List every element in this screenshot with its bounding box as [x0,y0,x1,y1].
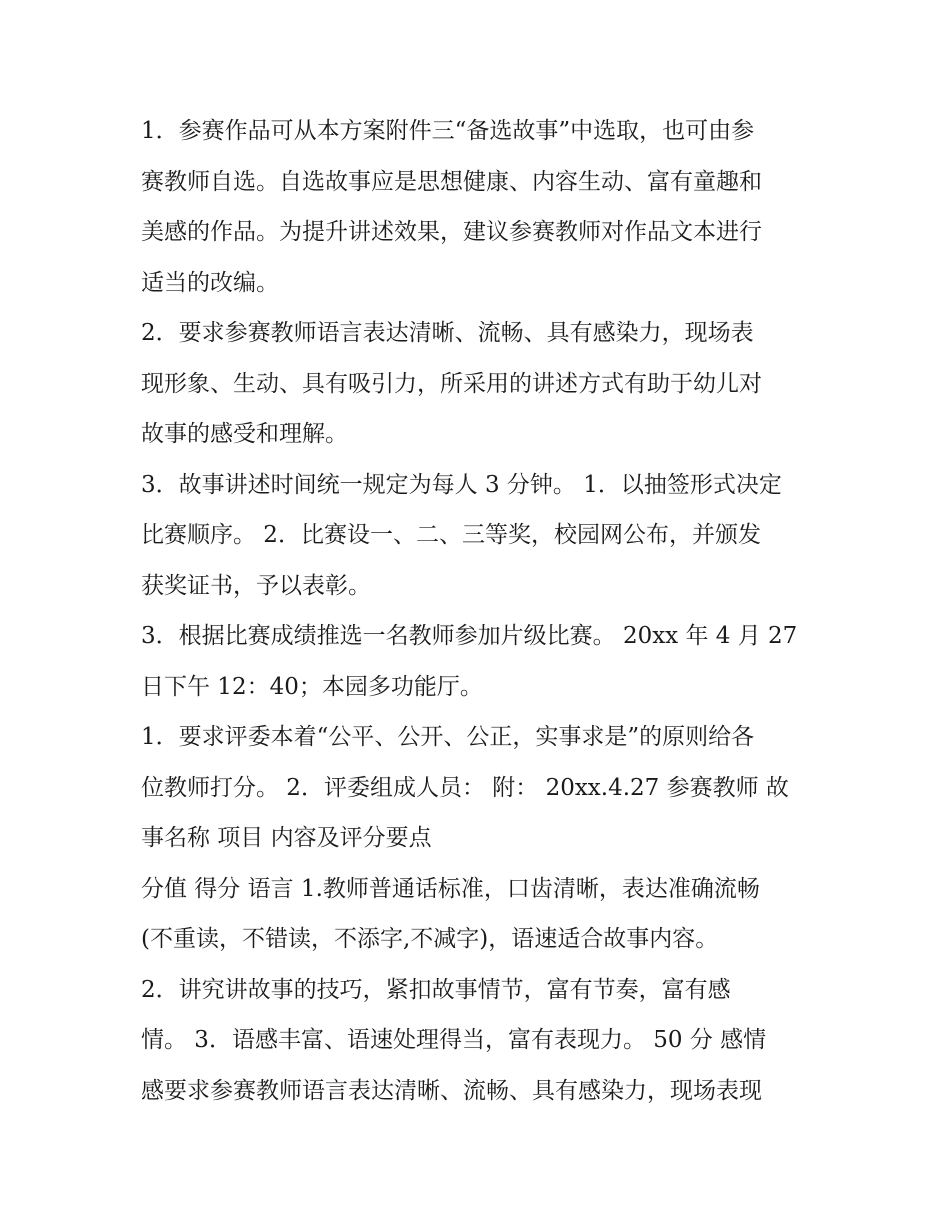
text-line: 2．讲究讲故事的技巧，紧扣故事情节，富有节奏，富有感 [141,976,731,1003]
text-line: 1．要求评委本着“公平、公开、公正，实事求是”的原则给各 [141,724,755,750]
text-line: 获奖证书，予以表彰。 [141,572,371,599]
text-line: 位教师打分。 2．评委组成人员： 附： 20xx.4.27 参赛教师 故 [141,774,789,801]
text-line: 3．故事讲述时间统一规定为每人 3 分钟。 1．以抽签形式决定 [141,471,782,498]
text-line: 分值 得分 语言 1.教师普通话标准，口齿清晰，表达准确流畅 [141,875,760,902]
text-line: 比赛顺序。 2．比赛设一、二、三等奖，校园网公布，并颁发 [141,522,761,548]
text-line: 1．参赛作品可从本方案附件三“备选故事”中选取，也可由参 [141,118,755,144]
text-line: 事名称 项目 内容及评分要点 [141,825,432,851]
text-line: 3．根据比赛成绩推选一名教师参加片级比赛。 20xx 年 4 月 27 [141,623,798,649]
text-line: 美感的作品。为提升讲述效果，建议参赛教师对作品文本进行 [141,219,762,245]
text-line: 2．要求参赛教师语言表达清晰、流畅、具有感染力，现场表 [141,320,754,346]
text-line: 适当的改编。 [141,269,279,296]
text-line: 故事的感受和理解。 [141,421,348,447]
text-line: 现形象、生动、具有吸引力，所采用的讲述方式有助于幼儿对 [141,370,762,397]
text-line: (不重读，不错读，不添字,不减字)，语速适合故事内容。 [141,926,719,952]
text-line: 情。 3．语感丰富、语速处理得当，富有表现力。 50 分 感情 [141,1027,767,1053]
text-line: 赛教师自选。自选故事应是思想健康、内容生动、富有童趣和 [141,168,762,195]
document-body [141,106,821,1116]
text-line: 日下午 12：40；本园多功能厅。 [141,673,483,700]
text-line: 感要求参赛教师语言表达清晰、流畅、具有感染力，现场表现 [141,1077,762,1104]
